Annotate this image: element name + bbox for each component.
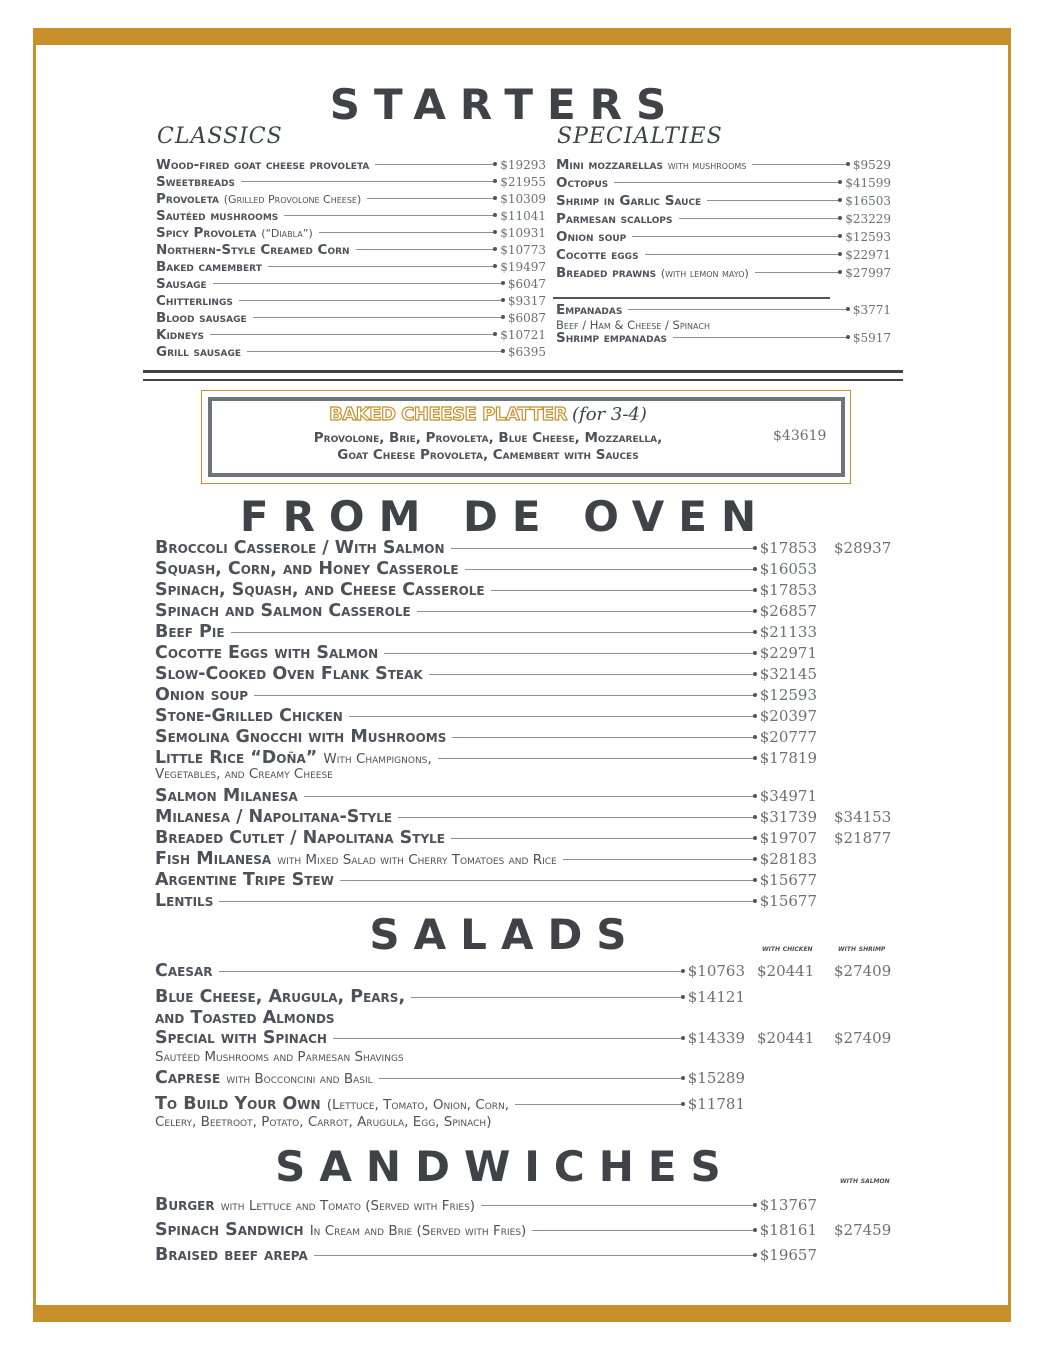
leader-line [213, 283, 502, 284]
menu-item [155, 580, 817, 600]
item-price: $16053 [759, 560, 817, 578]
item-price: $5917 [852, 331, 891, 345]
leader-line [679, 218, 840, 219]
menu-item [155, 601, 817, 621]
item-price: $15677 [759, 892, 817, 910]
menu-item [155, 1220, 817, 1240]
menu-item [155, 1245, 817, 1265]
menu-item [155, 685, 817, 705]
item-name: Breaded Cutlet / Napolitana Style [155, 828, 445, 848]
leader-line [219, 971, 682, 972]
item-price: $28183 [759, 850, 817, 868]
leader-line [356, 249, 495, 250]
item-price: $18161 [759, 1221, 817, 1239]
leader-line [384, 653, 754, 654]
menu-item [556, 175, 891, 191]
leader-line [673, 337, 847, 338]
leader-line [515, 1104, 682, 1105]
item-price: $17853 [759, 539, 817, 557]
item-price: $34971 [759, 787, 817, 805]
item-price: $20777 [759, 728, 817, 746]
menu-item [155, 727, 817, 747]
item-price: $6087 [507, 311, 546, 325]
item-price: $11041 [500, 209, 546, 223]
item-name: Lentils [155, 891, 214, 911]
item-name: Blue Cheese, Arugula, Pears, [155, 987, 406, 1007]
leader-line [755, 272, 839, 273]
menu-item [156, 157, 546, 173]
col-head-salmon: with salmon [840, 1176, 890, 1185]
item-price-alt: $27459 [834, 1221, 892, 1239]
leader-line [632, 236, 839, 237]
item-name: Wood-fired goat cheese provoleta [156, 157, 370, 173]
item-name: Northern-Style Creamed Corn [156, 242, 350, 258]
leader-line [314, 1255, 754, 1256]
salads-title: SALADS [369, 910, 641, 959]
item-name: Salmon Milanesa [155, 786, 298, 806]
menu-item [556, 229, 891, 245]
empanadas-fillings: Beef / Ham & Cheese / Spinach [556, 318, 710, 332]
leader-line [614, 182, 839, 183]
leader-line [268, 266, 494, 267]
menu-item [155, 1028, 745, 1048]
item-price: $10763 [687, 962, 745, 980]
menu-item [156, 310, 546, 326]
item-name-line-2: and Toasted Almonds [155, 1008, 335, 1028]
price-with-shrimp: $27409 [834, 1029, 892, 1047]
item-price: $26857 [759, 602, 817, 620]
item-price: $17819 [759, 749, 817, 767]
leader-line [219, 901, 753, 902]
item-name: Fish Milanesa with Mixed Salad with Cherry Tomatoes and Rice [155, 849, 557, 869]
leader-line [284, 215, 494, 216]
classics-heading: CLASSICS [157, 124, 283, 149]
menu-item [155, 622, 817, 642]
leader-line [417, 611, 754, 612]
leader-line [239, 300, 502, 301]
item-name: Squash, Corn, and Honey Casserole [155, 559, 459, 579]
item-name: Argentine Tripe Stew [155, 870, 334, 890]
item-name: Octopus [556, 175, 609, 191]
leader-line [241, 181, 494, 182]
item-price: $10773 [500, 243, 546, 257]
item-name: Braised beef arepa [155, 1245, 308, 1265]
leader-line [707, 200, 839, 201]
specialties-heading: SPECIALTIES [557, 124, 723, 149]
leader-line [532, 1230, 753, 1231]
menu-item [556, 330, 891, 346]
menu-item [556, 157, 891, 173]
item-price: $19707 [759, 829, 817, 847]
item-price: $15289 [687, 1069, 745, 1087]
sandwiches-title: SANDWICHES [275, 1142, 735, 1191]
item-name: Sausage [156, 276, 207, 292]
leader-line [465, 569, 754, 570]
platter-title: BAKED CHEESE PLATTER [329, 404, 567, 425]
item-description: Sautéed Mushrooms and Parmesan Shavings [155, 1049, 404, 1065]
col-head-shrimp: with shrimp [838, 944, 886, 953]
menu-item [155, 643, 817, 663]
item-price: $21955 [500, 175, 546, 189]
menu-item [156, 191, 546, 207]
section-separator [143, 370, 903, 373]
menu-item [156, 293, 546, 309]
item-price: $17853 [759, 581, 817, 599]
leader-line [398, 817, 754, 818]
menu-item [155, 538, 817, 558]
item-price: $19293 [500, 158, 546, 172]
menu-item [156, 259, 546, 275]
item-name: Grill sausage [156, 344, 241, 360]
item-name: Breaded prawns (with lemon mayo) [556, 265, 749, 281]
item-price: $20397 [759, 707, 817, 725]
platter-line-2: Goat Cheese Provoleta, Camembert with Sauces [337, 447, 639, 463]
price-with-chicken: $20441 [757, 1029, 815, 1047]
item-price: $12593 [845, 230, 891, 244]
item-name: Blood sausage [156, 310, 247, 326]
menu-item [156, 344, 546, 360]
leader-line [247, 351, 502, 352]
item-price: $16503 [845, 194, 891, 208]
item-name: Provoleta (Grilled Provolone Cheese) [156, 191, 362, 207]
leader-line [752, 164, 846, 165]
item-name: Baked camembert [156, 259, 262, 275]
bottom-border-bar [33, 1305, 1011, 1322]
leader-line [628, 309, 846, 310]
item-price-alt: $28937 [834, 539, 892, 557]
item-price: $15677 [759, 871, 817, 889]
col-head-chicken: with chicken [762, 944, 813, 953]
item-price: $21133 [759, 623, 817, 641]
item-name: Kidneys [156, 327, 204, 343]
item-name: Caprese with Bocconcini and Basil [155, 1068, 373, 1088]
item-name: Milanesa / Napolitana-Style [155, 807, 393, 827]
item-price: $27997 [845, 266, 891, 280]
item-name: Burger with Lettuce and Tomato (Served with Fries) [155, 1195, 476, 1215]
item-price: $6047 [507, 277, 546, 291]
item-price: $6395 [507, 345, 546, 359]
menu-item [156, 242, 546, 258]
item-price-alt: $21877 [834, 829, 892, 847]
item-name: Sautéed mushrooms [156, 208, 279, 224]
leader-line [304, 796, 754, 797]
item-name: Cocotte Eggs with Salmon [155, 643, 379, 663]
item-name: To Build Your Own (Lettuce, Tomato, Onion, Corn, [155, 1094, 510, 1114]
item-price: $10721 [500, 328, 546, 342]
menu-item [155, 807, 817, 827]
item-name: Sweetbreads [156, 174, 235, 190]
menu-item [155, 1195, 817, 1215]
platter-price: $43619 [773, 428, 827, 444]
menu-item [155, 664, 817, 684]
leader-line [340, 880, 754, 881]
leader-line [563, 859, 754, 860]
item-name: Little Rice “Doña” With Champignons, [155, 748, 432, 768]
item-name: Stone-Grilled Chicken [155, 706, 343, 726]
item-name: Onion soup [155, 685, 249, 705]
item-price: $22971 [759, 644, 817, 662]
leader-line [645, 254, 840, 255]
item-name: Spicy Provoleta (“Diabla”) [156, 225, 313, 241]
menu-item [155, 987, 745, 1007]
menu-item [556, 265, 891, 281]
item-price: $11781 [687, 1095, 745, 1113]
item-price: $13767 [759, 1196, 817, 1214]
item-description: Celery, Beetroot, Potato, Carrot, Arugula, Egg, Spinach) [155, 1114, 492, 1130]
empanadas-divider [553, 297, 830, 299]
leader-line [429, 674, 754, 675]
item-price: $19497 [500, 260, 546, 274]
item-price: $9317 [507, 294, 546, 308]
item-name: Cocotte eggs [556, 247, 639, 263]
leader-line [481, 1205, 754, 1206]
leader-line [253, 317, 502, 318]
item-name: Shrimp empanadas [556, 330, 668, 346]
item-name: Parmesan scallops [556, 211, 673, 227]
item-price: $31739 [759, 808, 817, 826]
item-name: Broccoli Casserole / With Salmon [155, 538, 445, 558]
leader-line [349, 716, 754, 717]
item-price: $9529 [852, 158, 891, 172]
leader-line [367, 198, 494, 199]
rice-description-line: Vegetables, and Creamy Cheese [155, 766, 333, 782]
item-price-alt: $34153 [834, 808, 892, 826]
menu-item [155, 828, 817, 848]
menu-item [155, 1094, 745, 1114]
leader-line [333, 1038, 682, 1039]
menu-item [155, 748, 817, 768]
leader-line [491, 590, 754, 591]
oven-title: FROM DE OVEN [239, 492, 771, 541]
item-name: Shrimp in Garlic Sauce [556, 193, 702, 209]
menu-item [156, 208, 546, 224]
item-price: $10309 [500, 192, 546, 206]
leader-line [411, 997, 682, 998]
platter-line-1: Provolone, Brie, Provoleta, Blue Cheese, Mozzarella, [313, 430, 663, 446]
menu-item [156, 225, 546, 241]
item-name: Special with Spinach [155, 1028, 327, 1048]
menu-item [155, 786, 817, 806]
platter-serves: (for 3-4) [572, 404, 647, 425]
section-separator [143, 379, 903, 381]
menu-item [155, 849, 817, 869]
item-price: $3771 [852, 303, 891, 317]
item-name: Spinach, Squash, and Cheese Casserole [155, 580, 485, 600]
leader-line [210, 334, 494, 335]
menu-item [155, 559, 817, 579]
item-price: $10931 [500, 226, 546, 240]
item-name: Slow-Cooked Oven Flank Steak [155, 664, 423, 684]
leader-line [254, 695, 754, 696]
item-price: $14121 [687, 988, 745, 1006]
menu-item [556, 211, 891, 227]
platter-header [208, 404, 768, 425]
item-price: $19657 [759, 1246, 817, 1264]
menu-item [556, 193, 891, 209]
item-name: Chitterlings [156, 293, 233, 309]
item-name: Semolina Gnocchi with Mushrooms [155, 727, 447, 747]
item-name: Empanadas [556, 302, 623, 318]
price-with-chicken: $20441 [757, 962, 815, 980]
item-price: $22971 [845, 248, 891, 262]
leader-line [379, 1078, 682, 1079]
leader-line [375, 164, 494, 165]
menu-item [156, 276, 546, 292]
leader-line [451, 838, 754, 839]
item-name: Onion soup [556, 229, 627, 245]
item-name: Beef Pie [155, 622, 225, 642]
leader-line [231, 632, 754, 633]
item-name: Spinach Sandwich In Cream and Brie (Served with Fries) [155, 1220, 527, 1240]
item-price: $14339 [687, 1029, 745, 1047]
menu-item [556, 302, 891, 318]
item-name: Mini mozzarellas with mushrooms [556, 157, 747, 173]
item-name: Caesar [155, 961, 213, 981]
leader-line [319, 232, 494, 233]
menu-item [155, 870, 817, 890]
item-name: Spinach and Salmon Casserole [155, 601, 411, 621]
menu-item [556, 247, 891, 263]
leader-line [438, 758, 754, 759]
menu-item [155, 706, 817, 726]
item-price: $32145 [759, 665, 817, 683]
item-price: $23229 [845, 212, 891, 226]
price-with-shrimp: $27409 [834, 962, 892, 980]
menu-item [155, 961, 745, 981]
leader-line [451, 548, 754, 549]
item-price: $41599 [845, 176, 891, 190]
menu-item [155, 891, 817, 911]
leader-line [452, 737, 753, 738]
starters-title: STARTERS [329, 80, 681, 129]
item-price: $12593 [759, 686, 817, 704]
menu-item [156, 174, 546, 190]
menu-item [155, 1068, 745, 1088]
menu-item [156, 327, 546, 343]
